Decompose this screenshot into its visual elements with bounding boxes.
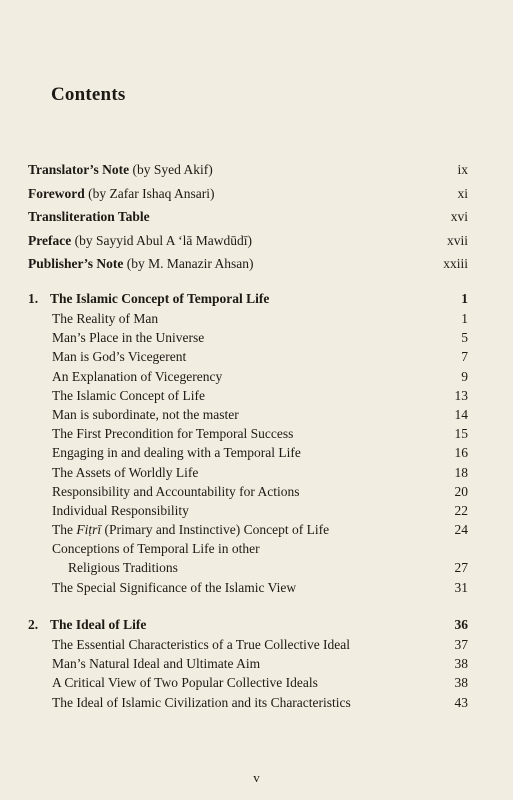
section-title: The Islamic Concept of Life — [52, 387, 205, 403]
page-number: 15 — [454, 426, 468, 442]
section-entry — [28, 407, 468, 426]
page-number: 36 — [454, 617, 468, 632]
section-entry — [28, 695, 468, 714]
section-title: The Special Significance of the Islamic View — [52, 579, 297, 595]
section-entry — [28, 330, 468, 349]
page-number: 18 — [454, 464, 468, 480]
page-number: 38 — [454, 656, 468, 672]
chapter-number: 1. — [28, 291, 39, 306]
section-title: The Assets of Worldly Life — [52, 464, 199, 480]
page-number: 5 — [461, 330, 468, 346]
section-entry — [28, 503, 468, 522]
chapter-heading — [28, 617, 468, 637]
section-entry — [28, 311, 468, 330]
page-number: 43 — [454, 694, 468, 710]
section-title-prefix: The — [52, 522, 77, 538]
page-number: 14 — [454, 406, 468, 422]
section-title: Man’s Place in the Universe — [52, 330, 205, 346]
section-entry — [28, 484, 468, 503]
section-entry — [28, 465, 468, 484]
chapter-heading — [28, 291, 468, 311]
entry-author: (by M. Manazir Ahsan) — [123, 256, 254, 271]
section-title: Individual Responsibility — [52, 502, 189, 518]
section-title: Engaging in and dealing with a Temporal Life — [52, 445, 301, 461]
section-title: An Explanation of Vicegerency — [52, 368, 223, 384]
chapter-number: 2. — [28, 617, 39, 632]
toc-entry — [28, 233, 468, 257]
section-title: The Reality of Man — [52, 311, 159, 326]
section-title — [52, 522, 329, 538]
section-title: Responsibility and Accountability for Actions — [52, 483, 300, 499]
section-entry — [28, 580, 468, 599]
page-number: 1 — [461, 291, 468, 306]
page-number: 31 — [454, 579, 468, 595]
entry-title: Foreword — [28, 185, 85, 201]
section-entry — [28, 388, 468, 407]
section-title: A Critical View of Two Popular Collective Ideals — [52, 675, 318, 691]
section-entry — [28, 445, 468, 464]
section-title-rest: (Primary and Instinctive) Concept of Life — [101, 522, 330, 538]
page-number: 9 — [461, 368, 468, 384]
toc-entry — [28, 209, 468, 233]
toc-entry — [28, 162, 468, 186]
page-number: xi — [457, 185, 468, 201]
section-entry — [28, 426, 468, 445]
page-number: 24 — [454, 522, 468, 538]
section-title: The First Precondition for Temporal Success — [52, 426, 294, 442]
section-title-italic: Fiṭrī — [76, 522, 102, 538]
page-number: 13 — [454, 387, 468, 403]
page-folio: v — [253, 770, 260, 785]
page-number: 7 — [461, 349, 468, 365]
entry-author: (by Sayyid Abul A ‘lā Mawdūdī) — [71, 232, 252, 248]
chapter-1 — [28, 291, 468, 599]
section-entry — [28, 349, 468, 368]
page-number: 37 — [454, 637, 468, 652]
page-number: 16 — [454, 445, 468, 461]
toc-entry — [28, 186, 468, 210]
entry-title: Publisher’s Note — [28, 256, 124, 271]
section-entry-continuation — [28, 560, 468, 579]
section-entry — [28, 541, 468, 560]
section-title: The Ideal of Islamic Civilization and its Characteristics — [52, 694, 351, 710]
page-number: xxiii — [443, 256, 468, 271]
page-number: 22 — [454, 502, 468, 518]
section-title: Man is subordinate, not the master — [52, 406, 239, 422]
entry-title: Transliteration Table — [28, 209, 150, 224]
section-title: Conceptions of Temporal Life in other — [52, 541, 260, 557]
page-number: ix — [457, 162, 468, 177]
section-entry — [28, 369, 468, 388]
section-entry — [28, 522, 468, 541]
toc-entry — [28, 256, 468, 280]
chapter-2 — [28, 617, 468, 714]
section-title: Man’s Natural Ideal and Ultimate Aim — [52, 656, 261, 672]
entry-title: Translator’s Note — [28, 162, 130, 177]
section-title: Man is God’s Vicegerent — [52, 349, 187, 365]
page-number: 20 — [454, 483, 468, 499]
entry-author: (by Zafar Ishaq Ansari) — [84, 185, 215, 201]
section-entry — [28, 656, 468, 675]
section-title: Religious Traditions — [68, 560, 178, 576]
section-entry — [28, 637, 468, 656]
chapter-title: The Ideal of Life — [50, 617, 147, 632]
front-matter-list — [28, 162, 468, 280]
entry-title: Preface — [28, 232, 72, 248]
page-number: xvii — [446, 232, 468, 248]
entry-author: (by Syed Akif) — [129, 162, 213, 177]
section-entry — [28, 675, 468, 694]
page-number: 38 — [454, 675, 468, 691]
page-number: 27 — [454, 560, 468, 576]
chapter-title: The Islamic Concept of Temporal Life — [50, 291, 270, 306]
section-title: The Essential Characteristics of a True Collective Ideal — [52, 637, 351, 652]
page-number: xvi — [450, 209, 468, 224]
page-number: 1 — [461, 311, 468, 326]
page-title: Contents — [51, 84, 126, 105]
